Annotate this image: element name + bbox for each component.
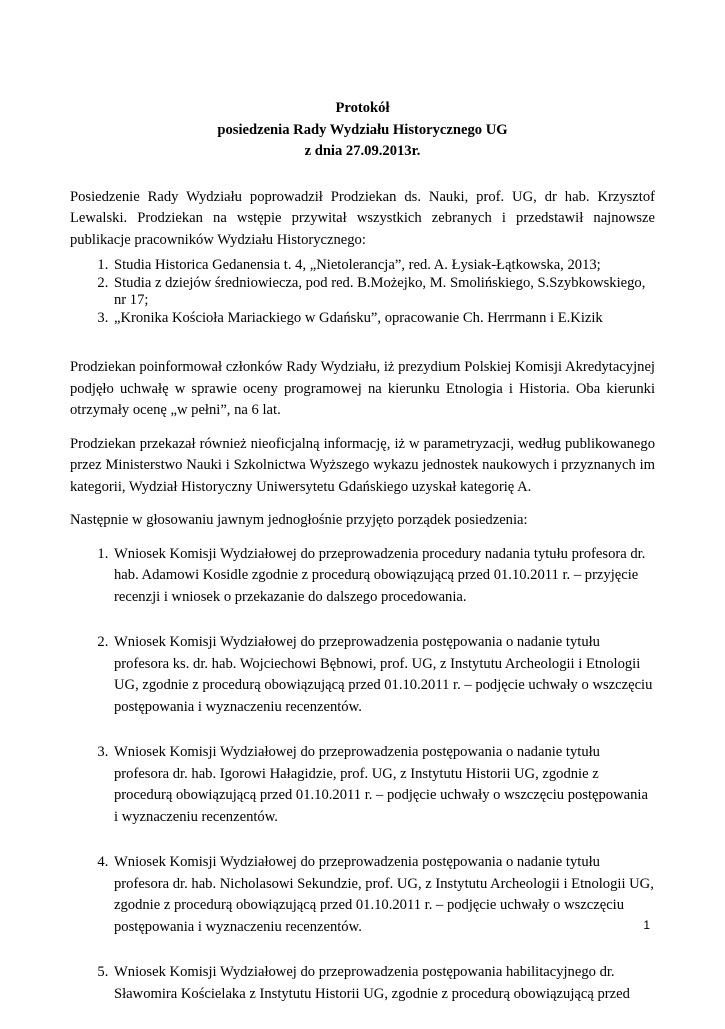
agenda-item: 2. Wniosek Komisji Wydziałowej do przeprowadzenia postępowania o nadanie tytułu profesora ks. dr. hab. Wojciechowi Bębnowi, prof. UG, z Instytutu Archeologii i Etnologii UG, zgodnie z procedurą obowiązującą przed 01.10.2011 r. – podjęcie uchwały o wszczęciu postępowania i wyznaczeniu recenzentów. (112, 632, 655, 718)
page-number: 1 (643, 918, 650, 932)
agenda-list (70, 544, 655, 1006)
parametrization-paragraph: Prodziekan przekazał również nieoficjalną informację, iż w parametryzacji, według publikowanego przez Ministerstwo Nauki i Szkolnictwa Wyższego wykazu jednostek naukowych i przyznanych im kategorii, Wydział Historyczny Uniwersytetu Gdańskiego uzyskał kategorię A. (70, 435, 655, 495)
document-title (70, 98, 655, 163)
agenda-item: 1. Wniosek Komisji Wydziałowej do przeprowadzenia procedury nadania tytułu profesora dr. hab. Adamowi Kosidle zgodnie z procedurą obowiązującą przed 01.10.2011 r. – przyjęcie recenzji i wniosek o przekazanie do dalszego procedowania. (112, 544, 655, 609)
document-page (70, 98, 655, 1029)
intro-paragraph: Posiedzenie Rady Wydziału poprowadził Prodziekan ds. Nauki, prof. UG, dr hab. Krzysztof Lewalski. Prodziekan na wstępie przywitał wszystkich zebranych i przedstawił najnowsze publikacje pracowników Wydziału Historycznego: (70, 188, 655, 248)
title-line-2: posiedzenia Rady Wydziału Historycznego UG (217, 121, 508, 138)
agenda-item: 5. Wniosek Komisji Wydziałowej do przeprowadzenia postępowania habilitacyjnego dr. Sławomira Kościelaka z Instytutu Historii UG, zgodnie z procedurą obowiązującą przed (112, 962, 655, 1005)
agenda-intro-paragraph: Następnie w głosowaniu jawnym jednogłośnie przyjęto porządek posiedzenia: (70, 512, 528, 528)
title-line-1: Protokół (335, 100, 390, 116)
agenda-item: 3. Wniosek Komisji Wydziałowej do przeprowadzenia postępowania o nadanie tytułu profesora dr. hab. Igorowi Hałagidzie, prof. UG, z Instytutu Historii UG, zgodnie z procedurą obowiązującą przed 01.10.2011 r. – podjęcie uchwały o wszczęciu postępowania i wyznaczeniu recenzentów. (112, 742, 655, 828)
publication-item: 2. Studia z dziejów średniowiecza, pod red. B.Możejko, M. Smolińskiego, S.Szybkowskiego, nr 17; (112, 275, 655, 310)
title-line-3: z dnia 27.09.2013r. (304, 143, 421, 159)
agenda-item: 4. Wniosek Komisji Wydziałowej do przeprowadzenia postępowania o nadanie tytułu profesora dr. hab. Nicholasowi Sekundzie, prof. UG, z Instytutu Archeologii i Etnologii UG, zgodnie z procedurą obowiązującą przed 01.10.2011 r. – podjęcie uchwały o wszczęciu postępowania i wyznaczeniu recenzentów. (112, 852, 655, 938)
publications-list (70, 257, 655, 327)
publication-item: 3. „Kronika Kościoła Mariackiego w Gdańsku”, opracowanie Ch. Herrmann i E.Kizik (112, 310, 655, 328)
accreditation-paragraph: Prodziekan poinformował członków Rady Wydziału, iż prezydium Polskiej Komisji Akredytacyjnej podjęło uchwałę w sprawie oceny programowej na kierunku Etnologia i Historia. Oba kierunki otrzymały ocenę „w pełni”, na 6 lat. (70, 359, 655, 418)
publication-item: 1. Studia Historica Gedanensia t. 4, „Nietolerancja”, red. A. Łysiak-Łątkowska, 2013; (112, 257, 655, 275)
